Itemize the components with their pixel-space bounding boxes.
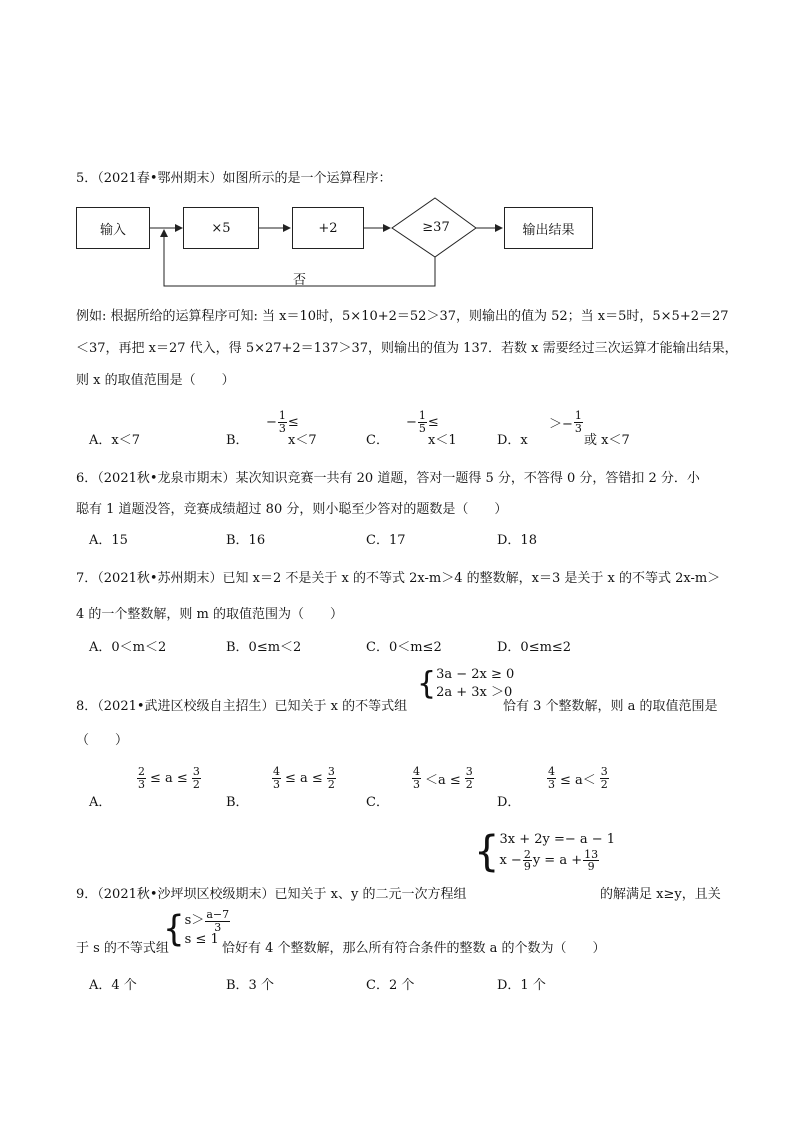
q8-line2: （ ） bbox=[76, 733, 129, 748]
q5-b-frac-num: 1 bbox=[278, 409, 286, 422]
q8-c-op: ＜a ≤ bbox=[425, 772, 461, 788]
q8-d-d2: 2 bbox=[600, 777, 608, 791]
q8-a-d1: 3 bbox=[138, 777, 145, 791]
flow-condition-label: ≥37 bbox=[422, 220, 450, 235]
q5-c-leq: ≤ bbox=[427, 414, 439, 430]
q5-b-minus: − bbox=[266, 414, 277, 430]
q7-option-a: A．0＜m＜2 bbox=[89, 640, 167, 655]
q5-c-frac-num: 1 bbox=[418, 409, 426, 422]
q9-option-c: C．2 个 bbox=[366, 978, 415, 993]
q8-sys-row1: 3a − 2x ≥ 0 bbox=[436, 667, 515, 682]
q6-line2: 聪有 1 道题没答，竞赛成绩超过 80 分，则小聪至少答对的题数是（ ） bbox=[76, 502, 508, 517]
flow-output-box bbox=[504, 207, 593, 249]
q7-option-b: B．0≤m＜2 bbox=[226, 640, 302, 655]
q6-option-b: B．16 bbox=[226, 533, 266, 548]
q8-d-op: ≤ a＜ bbox=[560, 772, 596, 788]
q8-option-c-label: C． bbox=[366, 795, 389, 810]
flow-input-label: 输入 bbox=[99, 222, 126, 238]
q8-d-n1: 4 bbox=[548, 765, 555, 778]
q9-option-a: A．4 个 bbox=[89, 978, 137, 993]
q9-ineq-row1-a: s＞ bbox=[184, 912, 205, 928]
q8-b-op: ≤ a ≤ bbox=[285, 770, 323, 786]
q9-option-b: B．3 个 bbox=[226, 978, 274, 993]
flow-plus2-label: +2 bbox=[318, 220, 338, 236]
q9-equation-system bbox=[474, 827, 616, 876]
q9-row2-frac-den: 9 bbox=[523, 860, 531, 874]
q9-row2-frac2-num: 13 bbox=[584, 847, 599, 861]
q5-d-gt: ＞− bbox=[549, 416, 573, 432]
q5-option-a: A．x＜7 bbox=[89, 433, 140, 448]
flow-times5-box bbox=[183, 207, 259, 249]
q8-option-c-expr bbox=[411, 766, 475, 790]
q6-option-c: C．17 bbox=[366, 533, 406, 548]
q6-line1: 6．（2021秋•龙泉市期末）某次知识竞赛一共有 20 道题，答对一题得 5 分，不答得 0 分，答错扣 2 分．小 bbox=[76, 471, 700, 486]
q5-text-line3: 则 x 的取值范围是（ ） bbox=[76, 373, 235, 388]
q9-line1-pre: 9．（2021秋•沙坪坝区校级期末）已知关于 x、y 的二元一次方程组 bbox=[76, 887, 467, 902]
q8-option-a-label: A． bbox=[89, 795, 112, 810]
q8-a-d2: 2 bbox=[192, 777, 200, 791]
q9-brace: { bbox=[474, 827, 500, 876]
q8-line1-post: 恰有 3 个整数解，则 a 的取值范围是 bbox=[503, 699, 718, 714]
q8-c-n2: 3 bbox=[465, 765, 473, 778]
q9-row2-a: x − bbox=[499, 852, 522, 868]
q9-ineq-row1 bbox=[185, 909, 231, 933]
q8-b-n2: 3 bbox=[327, 765, 335, 778]
q5-option-b-post: x＜7 bbox=[288, 433, 317, 448]
q8-d-n2: 3 bbox=[600, 765, 608, 778]
q5-d-frac-den: 3 bbox=[574, 421, 582, 435]
q8-brace: { bbox=[417, 664, 437, 702]
q7-option-d: D．0≤m≤2 bbox=[497, 640, 572, 655]
q5-header: 5．（2021春•鄂州期末）如图所示的是一个运算程序： bbox=[76, 171, 392, 186]
q5-c-frac bbox=[418, 410, 427, 434]
q5-d-frac bbox=[574, 410, 583, 434]
q9-row2-frac2-den: 9 bbox=[587, 860, 595, 874]
q7-line1: 7．（2021秋•苏州期末）已知 x＝2 不是关于 x 的不等式 2x-m＞4 的整数解，x＝3 是关于 x 的不等式 2x-m＞ bbox=[76, 571, 721, 586]
q8-b-n1: 4 bbox=[273, 765, 280, 778]
flow-input-box bbox=[76, 207, 150, 249]
q6-option-d: D．18 bbox=[497, 533, 537, 548]
q9-option-d: D．1 个 bbox=[497, 978, 546, 993]
q5-option-d-label: D．x bbox=[497, 433, 528, 448]
q5-c-minus: − bbox=[406, 414, 417, 430]
q8-a-n2: 3 bbox=[192, 765, 200, 778]
q8-c-d2: 2 bbox=[465, 777, 473, 791]
q8-b-d2: 2 bbox=[327, 777, 335, 791]
q8-d-d1: 3 bbox=[548, 777, 555, 791]
q9-row2-b: y = a + bbox=[532, 852, 583, 868]
q8-c-d1: 3 bbox=[413, 777, 420, 791]
q9-line1-post: 的解满足 x≥y，且关 bbox=[600, 887, 721, 902]
q7-option-c: C．0＜m≤2 bbox=[366, 640, 442, 655]
q8-c-n1: 4 bbox=[413, 765, 420, 778]
q9-ineq-frac-num: a−7 bbox=[206, 908, 230, 921]
q5-b-leq: ≤ bbox=[287, 414, 299, 430]
q5-text-line2: ＜37，再把 x＝27 代入，得 5×27+2＝137＞37，则输出的值为 137．若数 x 需要经过三次运算才能输出结果， bbox=[76, 341, 738, 356]
flow-times5-label: ×5 bbox=[211, 220, 231, 236]
q6-option-a: A．15 bbox=[89, 533, 128, 548]
q8-option-a-expr bbox=[136, 766, 202, 790]
q5-option-b-label: B． bbox=[226, 433, 249, 448]
q8-a-op: ≤ a ≤ bbox=[150, 770, 188, 786]
q9-line2-post: 恰好有 4 个整数解，那么所有符合条件的整数 a 的个数为（ ） bbox=[222, 941, 606, 956]
flow-output-label: 输出结果 bbox=[522, 222, 575, 238]
q8-option-b-expr bbox=[271, 766, 337, 790]
q8-inequality-system bbox=[417, 666, 514, 701]
q8-option-d-label: D． bbox=[497, 795, 521, 810]
q8-line1-pre: 8．（2021•武进区校级自主招生）已知关于 x 的不等式组 bbox=[76, 699, 408, 714]
q9-ineq-frac-den: 3 bbox=[214, 920, 222, 934]
q8-option-b-label: B． bbox=[226, 795, 249, 810]
q8-option-d-expr bbox=[546, 766, 610, 790]
q8-a-n1: 2 bbox=[138, 765, 145, 778]
q8-sys-row2: 2a + 3x ＞0 bbox=[436, 684, 513, 700]
q5-d-frac-num: 1 bbox=[574, 409, 582, 422]
q9-ineq-row2: s ≤ 1 bbox=[184, 932, 219, 948]
q9-inequality-system bbox=[163, 909, 231, 948]
q9-ineq-brace: { bbox=[163, 907, 185, 950]
flow-plus2-box bbox=[292, 207, 364, 249]
q9-sys-row1: 3x + 2y =− a − 1 bbox=[499, 832, 616, 847]
q9-line2-pre: 于 s 的不等式组 bbox=[76, 941, 169, 956]
flow-no-label: 否 bbox=[293, 273, 307, 288]
q7-line2: 4 的一个整数解，则 m 的取值范围为（ ） bbox=[76, 607, 343, 622]
q5-option-d-post: 或 x＜7 bbox=[584, 433, 630, 448]
q5-b-frac bbox=[278, 410, 287, 434]
q5-option-c-label: C． bbox=[366, 433, 389, 448]
q5-option-d-expr bbox=[549, 410, 584, 434]
q8-b-d1: 3 bbox=[273, 777, 280, 791]
q5-text-line1: 例如: 根据所给的运算程序可知: 当 x＝10时，5×10+2＝52＞37，则输出的值为 52；当 x＝5时，5×5+2＝27 bbox=[76, 309, 729, 324]
q5-option-c-post: x＜1 bbox=[428, 433, 457, 448]
q5-b-frac-den: 3 bbox=[278, 421, 286, 435]
q9-sys-row2 bbox=[499, 849, 615, 873]
q9-row2-frac-num: 2 bbox=[523, 847, 531, 861]
q5-c-frac-den: 5 bbox=[418, 421, 426, 435]
